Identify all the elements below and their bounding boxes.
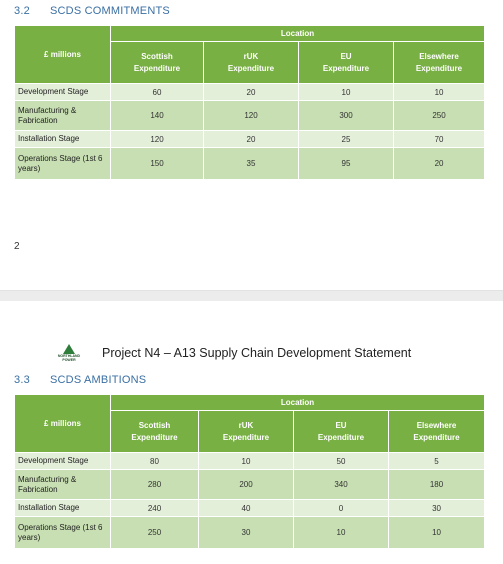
- northland-power-logo: [52, 344, 86, 362]
- table-row: [15, 517, 485, 549]
- column-header-scottish: Scottish Expenditure: [111, 411, 199, 453]
- row-label: Installation Stage: [15, 131, 111, 148]
- document-page-bottom: [0, 301, 503, 564]
- cell-value: 10: [389, 517, 485, 549]
- cell-value: 35: [204, 148, 299, 180]
- table-row: [15, 500, 485, 517]
- column-header-eu: EU Expenditure: [294, 411, 389, 453]
- column-header-elsewhere: Elsewhere Expenditure: [394, 42, 485, 84]
- cell-value: 40: [199, 500, 294, 517]
- row-header-cell: [15, 26, 111, 84]
- location-header-label: Location: [280, 29, 315, 38]
- commitments-table: [14, 25, 485, 180]
- row-label: Manufacturing & Fabrication: [15, 470, 111, 500]
- cell-value: 180: [389, 470, 485, 500]
- cell-value: 60: [111, 84, 204, 101]
- cell-value: 0: [294, 500, 389, 517]
- section-heading-ambitions: [14, 374, 146, 386]
- column-header-eu: EU Expenditure: [299, 42, 394, 84]
- column-header-ruk: rUK Expenditure: [204, 42, 299, 84]
- row-label: Development Stage: [15, 84, 111, 101]
- row-label: Operations Stage (1st 6 years): [15, 517, 111, 549]
- table-row: [15, 148, 485, 180]
- section-title: SCDS AMBITIONS: [50, 374, 147, 386]
- cell-value: 340: [294, 470, 389, 500]
- cell-value: 240: [111, 500, 199, 517]
- cell-value: 20: [394, 148, 485, 180]
- cell-value: 50: [294, 453, 389, 470]
- section-number: 3.3: [14, 374, 30, 386]
- section-heading-commitments: [14, 5, 170, 17]
- cell-value: 10: [394, 84, 485, 101]
- column-header-ruk: rUK Expenditure: [199, 411, 294, 453]
- cell-value: 30: [389, 500, 485, 517]
- cell-value: 10: [294, 517, 389, 549]
- cell-value: 120: [204, 101, 299, 131]
- cell-value: 300: [299, 101, 394, 131]
- cell-value: 120: [111, 131, 204, 148]
- page-number: 2: [14, 241, 20, 252]
- cell-value: 80: [111, 453, 199, 470]
- cell-value: 200: [199, 470, 294, 500]
- table-row: [15, 84, 485, 101]
- cell-value: 10: [299, 84, 394, 101]
- cell-value: 95: [299, 148, 394, 180]
- cell-value: 20: [204, 84, 299, 101]
- section-number: 3.2: [14, 5, 30, 17]
- cell-value: 25: [299, 131, 394, 148]
- location-header: [111, 395, 485, 411]
- cell-value: 250: [111, 517, 199, 549]
- section-title: SCDS COMMITMENTS: [50, 5, 170, 17]
- row-header-cell: [15, 395, 111, 453]
- location-header-label: Location: [280, 398, 315, 407]
- row-label: Manufacturing & Fabrication: [15, 101, 111, 131]
- location-header: [111, 26, 485, 42]
- cell-value: 250: [394, 101, 485, 131]
- ambitions-table: [14, 394, 485, 549]
- table-row: [15, 453, 485, 470]
- row-label: Operations Stage (1st 6 years): [15, 148, 111, 180]
- cell-value: 140: [111, 101, 204, 131]
- table-row: [15, 470, 485, 500]
- row-header-label: £ millions: [44, 419, 81, 428]
- logo-text: NORTHLAND POWER: [57, 354, 81, 362]
- cell-value: 10: [199, 453, 294, 470]
- cell-value: 5: [389, 453, 485, 470]
- row-header-label: £ millions: [44, 50, 81, 59]
- logo-triangle-icon: [63, 344, 75, 354]
- table-row: [15, 101, 485, 131]
- cell-value: 150: [111, 148, 204, 180]
- row-label: Installation Stage: [15, 500, 111, 517]
- document-title: Project N4 – A13 Supply Chain Development Statement: [102, 346, 412, 360]
- cell-value: 70: [394, 131, 485, 148]
- cell-value: 20: [204, 131, 299, 148]
- cell-value: 280: [111, 470, 199, 500]
- column-header-scottish: Scottish Expenditure: [111, 42, 204, 84]
- row-label: Development Stage: [15, 453, 111, 470]
- cell-value: 30: [199, 517, 294, 549]
- table-row: [15, 131, 485, 148]
- document-header: [52, 344, 411, 362]
- column-header-elsewhere: Elsewhere Expenditure: [389, 411, 485, 453]
